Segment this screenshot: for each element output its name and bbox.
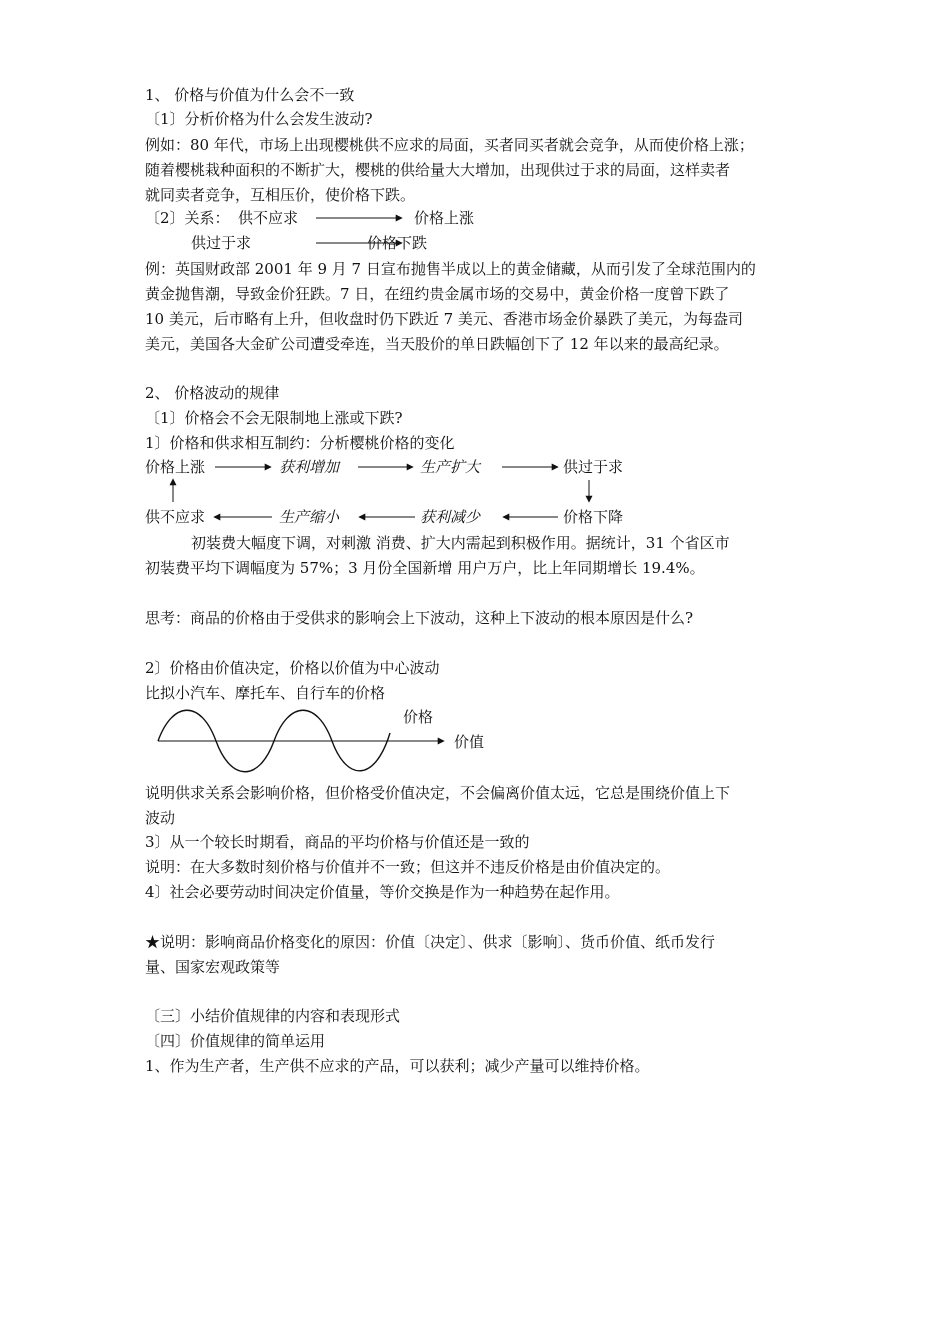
think-question: 思考：商品的价格由于受供求的影响会上下波动，这种上下波动的根本原因是什么? bbox=[145, 609, 694, 627]
cycle-price-rise: 价格上涨 bbox=[145, 458, 206, 476]
install-line: 初装费大幅度下调，对刺激 消费、扩大内需起到积极作用。据统计，31 个省区市 bbox=[191, 534, 730, 552]
section1-question: 〔1〕分析价格为什么会发生波动? bbox=[145, 110, 373, 128]
explain-line: 说明供求关系会影响价格，但价格受价值决定，不会偏离价值太远，它总是围绕价值上下 bbox=[145, 784, 731, 802]
uk-example-line: 黄金抛售潮，导致金价狂跌。7 日，在纽约贵金属市场的交易中，黄金价格一度曾下跌了 bbox=[145, 285, 730, 303]
cycle-profit-down: 获利减少 bbox=[420, 508, 481, 526]
example-line: 随着樱桃栽种面积的不断扩大，樱桃的供给量大大增加，出现供过于求的局面，这样卖者 bbox=[145, 161, 731, 179]
cycle-production-expand: 生产扩大 bbox=[420, 458, 481, 476]
relation-prefix: 〔2〕关系： bbox=[145, 209, 230, 227]
section4-title: 〔四〕价值规律的简单运用 bbox=[145, 1032, 326, 1050]
install-line: 初装费平均下调幅度为 57%；3 月份全国新增 用户万户，比上年同期增长 19.4%。 bbox=[145, 559, 705, 577]
uk-example-line: 例：英国财政部 2001 年 9 月 7 日宣布抛售半成以上的黄金储藏，从而引发了全球范围内的 bbox=[145, 260, 756, 278]
relation-price-up: 价格上涨 bbox=[414, 209, 475, 227]
section2-point2: 2〕价格由价值决定，价格以价值为中心波动 bbox=[145, 659, 440, 677]
star-note-line: ★说明：影响商品价格变化的原因：价值〔决定〕、供求〔影响〕、货币价值、纸币发行 bbox=[145, 933, 716, 951]
uk-example-line: 美元，美国各大金矿公司遭受牵连，当天股价的单日跌幅创下了 12 年以来的最高纪录。 bbox=[145, 335, 729, 353]
example-line: 例如：80 年代，市场上出现樱桃供不应求的局面，买者同买者就会竞争，从而使价格上涨； bbox=[145, 136, 754, 154]
relation-surplus: 供过于求 bbox=[191, 234, 252, 252]
section3-title: 〔三〕小结价值规律的内容和表现形式 bbox=[145, 1007, 401, 1025]
cycle-surplus: 供过于求 bbox=[563, 458, 624, 476]
section2-point3-note: 说明：在大多数时刻价格与价值并不一致；但这并不违反价格是由价值决定的。 bbox=[145, 858, 671, 876]
section2-point3: 3〕从一个较长时期看，商品的平均价格与价值还是一致的 bbox=[145, 833, 530, 851]
example-line: 就同卖者竞争，互相压价，使价格下跌。 bbox=[145, 186, 416, 204]
section2-title: 2、 价格波动的规律 bbox=[145, 384, 280, 402]
wave-value-label: 价值 bbox=[454, 733, 485, 751]
section4-point1: 1、作为生产者，生产供不应求的产品，可以获利；减少产量可以维持价格。 bbox=[145, 1057, 650, 1075]
cycle-profit-up: 获利增加 bbox=[279, 458, 340, 476]
star-note-line: 量、国家宏观政策等 bbox=[145, 958, 281, 976]
cycle-price-fall: 价格下降 bbox=[563, 508, 624, 526]
uk-example-line: 10 美元，后市略有上升，但收盘时仍下跌近 7 美元、香港市场金价暴跌了美元，为每盎司 bbox=[145, 310, 743, 328]
explain-line: 波动 bbox=[145, 809, 176, 827]
section2-question: 〔1〕价格会不会无限制地上涨或下跌? bbox=[145, 409, 403, 427]
cycle-production-shrink: 生产缩小 bbox=[279, 508, 340, 526]
cycle-shortage: 供不应求 bbox=[145, 508, 206, 526]
compare-line: 比拟小汽车、摩托车、自行车的价格 bbox=[145, 684, 386, 702]
wave-price-label: 价格 bbox=[403, 708, 434, 726]
section2-point1: 1〕价格和供求相互制约：分析樱桃价格的变化 bbox=[145, 434, 455, 452]
section1-title: 1、 价格与价值为什么会不一致 bbox=[145, 86, 355, 104]
section2-point4: 4〕社会必要劳动时间决定价值量，等价交换是作为一种趋势在起作用。 bbox=[145, 883, 620, 901]
relation-shortage: 供不应求 bbox=[238, 209, 299, 227]
relation-price-down: 价格下跌 bbox=[367, 234, 428, 252]
